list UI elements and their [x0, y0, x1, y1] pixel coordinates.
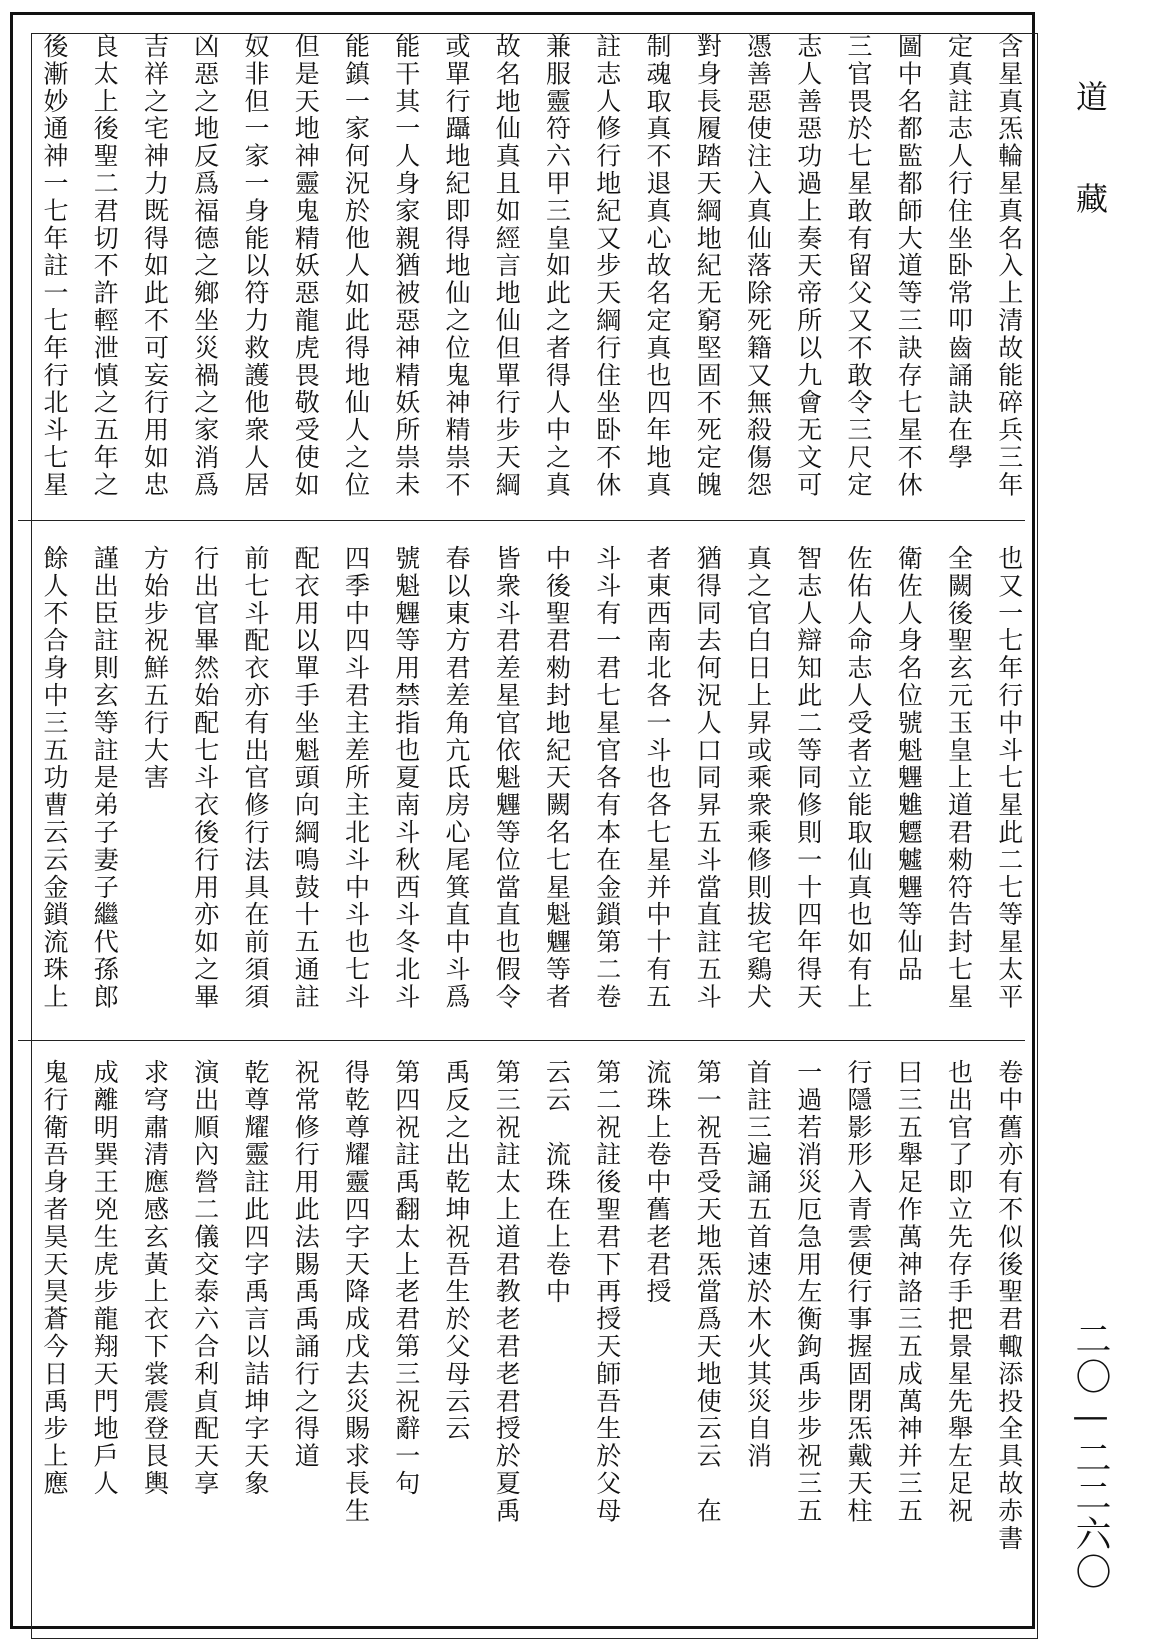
- text-column: 演出順內營二儀交泰六合利貞配天享: [190, 1059, 220, 1498]
- text-column: 志人善惡功過上奏天帝所以九會无文可: [793, 33, 823, 499]
- text-column: 云云 流珠在上卷中: [542, 1059, 572, 1306]
- text-column: 真之官白日上昇或乘衆乘修則拔宅鷄犬: [743, 545, 773, 1011]
- register-divider-1: [18, 520, 1025, 521]
- text-column: 春以東方君差角亢氐房心尾箕直中斗爲: [442, 545, 471, 1011]
- text-column: 三官畏於七星敢有留⽗又不敢令三尺定: [844, 33, 873, 499]
- text-column: 鬼行衛吾身者昊天昊蒼今日禹步上應: [40, 1059, 69, 1498]
- text-column: 圖中名都監都師大道等三訣存七星不休: [894, 33, 924, 499]
- text-column: 首註三遍誦五首速於木火其災自消: [743, 1059, 773, 1470]
- text-column: 後漸妙通神一七年註一七年行北斗七星: [40, 33, 69, 499]
- text-column: 憑善惡使注入真仙落除死籍又無殺傷怨: [743, 33, 773, 499]
- text-column: 配衣用以單手坐魁頭向綱鳴鼓十五通註: [291, 545, 321, 1011]
- text-column: 一過若消災厄急用左衡鉤禹步步祝三五: [793, 1059, 823, 1525]
- text-column: 定真註志人行住坐卧常叩齒誦訣在學: [944, 33, 974, 472]
- text-column: 能鎮一家何況於他人如此得地仙人之位: [341, 33, 371, 499]
- text-column: 或單行躡地紀即得地仙之位鬼神精祟不: [442, 33, 471, 499]
- text-column: 智志人辯知此二等同修則一十四年得天: [793, 545, 823, 1011]
- text-column: 第二祝註後聖君下再授天師吾生於父母: [592, 1059, 622, 1525]
- text-column: 皆衆斗君差星官依魁魓等位當直也假令: [492, 545, 522, 1011]
- margin-title: 道藏: [1071, 80, 1109, 284]
- text-column: 行隱影形入青雲便行事握固閉炁戴天柱: [844, 1059, 873, 1525]
- text-column: 故名地仙真且如經言地仙但單行步天綱: [492, 33, 522, 499]
- text-column: 曰三五舉足作萬神詻三五成萬神并三五: [894, 1059, 924, 1525]
- text-column: 流珠上卷中舊老君授: [643, 1059, 672, 1306]
- register-bottom: [40, 1059, 1024, 1553]
- text-column: 中後聖君勑封地紀天闕名七星魁魓等者: [542, 545, 572, 1011]
- text-column: 第四祝註禹翻太上老君第三祝辭一句: [391, 1059, 421, 1498]
- text-column: 猶得同去何況人口同昇五斗當直註五斗: [693, 545, 723, 1011]
- text-column: 方始步祝鮮五行大害: [140, 545, 170, 792]
- text-column: 第三祝註太上道君教老君老君授於夏禹: [492, 1059, 522, 1525]
- text-column: 祝常修行用此法賜禹禹誦行之得道: [291, 1059, 321, 1470]
- register-middle: [42, 545, 1022, 1027]
- text-column: 註志人修行地紀又步天綱行住坐卧不休: [592, 33, 622, 499]
- text-column: 第一祝吾受天地炁當爲天地使云云 在: [693, 1059, 723, 1525]
- register-divider-2: [18, 1040, 1025, 1041]
- text-column: 斗斗有一君七星官各有本在金鎖第二卷: [592, 545, 622, 1011]
- text-column: 卷中舊亦有不似後聖君輙添投全具故赤書: [994, 1059, 1024, 1553]
- text-column: 前七斗配衣亦有出官修行法具在前須須: [241, 545, 270, 1011]
- text-column: 良太上後聖二君切不許輕泄慎之五年之: [90, 33, 120, 499]
- text-column: 得乾尊耀靈四字天降成戊去災賜求長生: [341, 1059, 371, 1525]
- text-column: 含星真炁輪星真名入上清故能碎兵三年: [994, 33, 1024, 499]
- text-column: 號魁魓等用禁指也夏南斗秋西斗冬北斗: [391, 545, 421, 1011]
- page-number: 二〇—二二六〇: [1070, 1320, 1111, 1591]
- text-column: 對身長履踏天綱地紀无窮堅固不死定魄: [693, 33, 723, 499]
- text-column: 全闕後聖玄元玉皇上道君勑符告封七星: [944, 545, 974, 1011]
- text-column: 吉祥之宅神力既得如此不可妄行用如忠: [140, 33, 170, 499]
- text-column: 奴非但一家一身能以符力救護他衆人居: [241, 33, 270, 499]
- text-column: 求穹肅清應感玄黃上衣下裳震登艮輿: [140, 1059, 170, 1498]
- text-column: 佐佑人命志人受者立能取仙真也如有上: [844, 545, 873, 1011]
- text-column: 也出官了即立先存手把景星先舉左足祝: [944, 1059, 974, 1525]
- text-column: 但是天地神靈鬼精妖惡龍虎畏敬受使如: [291, 33, 321, 499]
- text-column: 禹反之出乾坤祝吾生於父母云云: [442, 1059, 471, 1443]
- text-column: 也又一七年行中斗七星此二七等星太平: [994, 545, 1024, 1011]
- text-column: 能干其一人身家親猶被惡神精妖所祟未: [391, 33, 421, 499]
- text-column: 制魂取真不退真心故名定真也四年地真: [643, 33, 672, 499]
- text-column: 兼服靈符六甲三皇如此之者得人中之真: [542, 33, 572, 499]
- text-column: 謹出臣註則玄等註是弟子妻子繼代孫郎: [90, 545, 120, 1011]
- text-column: 成離明巽王兇生虎步龍翔天門地戶人: [90, 1059, 120, 1498]
- text-column: 衛佐人身名位號魁魓魋魒魖魓等仙品: [894, 545, 924, 984]
- text-column: 乾尊耀靈註此四字禹言以詰坤字天象: [241, 1059, 270, 1498]
- text-column: 四季中四斗君主差所主北斗中斗也七斗: [341, 545, 371, 1011]
- text-column: 凶惡之地反爲福德之鄉坐災禍之家消爲: [190, 33, 220, 499]
- text-column: 行出官畢然始配七斗衣後行用亦如之畢: [190, 545, 220, 1011]
- text-column: 者東西南北各一斗也各七星并中十有五: [643, 545, 672, 1011]
- text-column: 餘人不合身中三五功曹云云金鎖流珠上: [40, 545, 69, 1011]
- register-top: [42, 33, 1022, 515]
